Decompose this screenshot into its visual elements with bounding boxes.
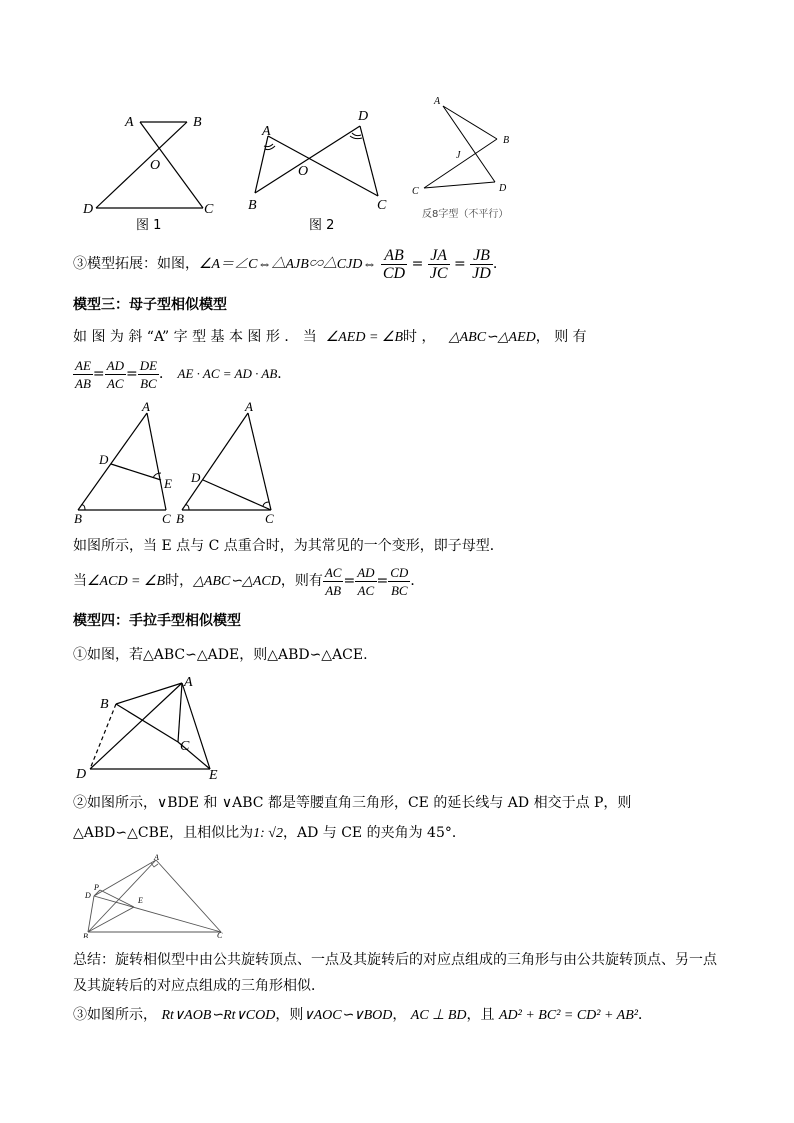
period: ． — [277, 366, 292, 382]
figure-2-butterfly — [240, 105, 405, 235]
figure-model-3-b — [173, 398, 293, 528]
angle-text: ，AD 与 CE 的夹角为 45°． — [282, 825, 466, 841]
label-A: A — [245, 399, 253, 414]
label-E: E — [164, 476, 172, 491]
item-3-prefix: ③如图所示， — [73, 1007, 157, 1023]
perpendicular-statement: AC ⊥ BD — [410, 1008, 467, 1023]
label-A: A — [154, 853, 159, 862]
text-time: 时， — [165, 573, 194, 589]
model-4-item-2-line-1: ②如图所示，∨BDE 和 ∨ABC 都是等腰直角三角形，CE 的延长线与 AD 相交于点 P，则 — [73, 795, 632, 811]
similarity-conclusion: ∨AOC∽∨BOD — [303, 1008, 393, 1023]
fraction-ab-cd: $\frac{AB}{CD}$ — [382, 246, 406, 282]
rt-similarity: Rt∨AOB∽Rt∨COD — [161, 1008, 276, 1023]
model-3-variant-text: 如图所示，当 E 点与 C 点重合时，为其常见的一个变形，即子母型． — [73, 538, 504, 554]
period: ． — [410, 573, 425, 589]
model-3-text-a: 如 图 为 斜 “A” 字 型 基 本 图 形 ． 当 — [73, 329, 317, 345]
label-B: B — [83, 932, 88, 938]
square-equation: AD² + BC² = CD² + AB² — [499, 1008, 638, 1023]
label-C: C — [180, 739, 190, 754]
label-C: C — [265, 511, 274, 526]
label-D: D — [358, 109, 369, 124]
model-3-text-c: ， 则 有 — [535, 329, 587, 345]
model-3-variant-condition — [73, 561, 424, 602]
fraction-ad-ac: $\frac{AD}{AC}$ — [106, 357, 124, 391]
label-E: E — [138, 896, 143, 905]
equals-sign: = — [125, 366, 138, 382]
label-C: C — [204, 202, 214, 217]
label-C: C — [217, 931, 223, 938]
label-B: B — [100, 697, 109, 712]
label-D: D — [499, 183, 507, 194]
fraction-ae-ab: $\frac{AE}{AB}$ — [75, 357, 91, 391]
figure-model-4-a — [70, 668, 230, 786]
label-E: E — [209, 768, 218, 783]
comma: ， — [392, 1007, 407, 1023]
label-A: A — [142, 399, 150, 414]
label-O: O — [150, 158, 161, 173]
angle-condition: ∠AED = ∠B — [325, 330, 404, 345]
label-A: A — [434, 96, 441, 107]
equals-sign: = — [92, 366, 105, 382]
figure-1-hourglass — [70, 105, 230, 235]
label-O: O — [298, 164, 309, 179]
fraction-ad-ac: $\frac{AD}{AC}$ — [357, 564, 375, 598]
item-3-and: ，且 — [466, 1007, 495, 1023]
label-C: C — [377, 198, 387, 213]
label-B: B — [176, 511, 184, 526]
summary-line-1: 总结：旋转相似型中由公共旋转顶点、一点及其旋转后的对应点组成的三角形与由公共旋转顶点、另一点 — [73, 952, 717, 968]
label-D: D — [83, 202, 94, 217]
model-3-text-b: 时 ， — [403, 329, 436, 345]
similarity-ratio: 1: √2 — [253, 826, 283, 841]
fraction-jb-jd: $\frac{JB}{JD}$ — [472, 246, 491, 282]
fraction-cd-bc: $\frac{CD}{BC}$ — [390, 564, 409, 598]
fraction-de-bc: $\frac{DE}{BC}$ — [139, 357, 158, 391]
text-when: 当 — [73, 573, 87, 589]
model-4-item-1: ①如图，若△ABC∽△ADE，则△ABD∽△ACE. — [73, 647, 368, 663]
label-A: A — [125, 115, 134, 130]
model-4-item-2-line-2 — [73, 823, 466, 844]
figure-1-caption: 图 1 — [136, 218, 162, 233]
equals-sign: = — [411, 256, 424, 272]
label-A: A — [262, 124, 271, 139]
extension-prefix: ③模型拓展：如图， — [73, 256, 199, 272]
label-C: C — [412, 186, 419, 197]
equals-sign: = — [376, 573, 389, 589]
section-heading-model-4: 模型四：手拉手型相似模型 — [73, 613, 241, 629]
model-extension-line — [73, 244, 497, 285]
label-C: C — [162, 511, 171, 526]
label-D: D — [76, 767, 87, 782]
similarity-text: △ABD∽△CBE，且相似比为 — [73, 825, 254, 841]
similarity-statement: △ABC∽△ACD — [193, 574, 281, 589]
section-heading-model-3: 模型三：母子型相似模型 — [73, 297, 227, 313]
item-3-then: ，则 — [275, 1007, 304, 1023]
product-equation: AE · AC = AD · AB — [177, 366, 278, 381]
text-then: ，则有 — [280, 573, 323, 589]
figure-3-reverse-8 — [410, 92, 535, 227]
model-4-item-3 — [73, 1005, 652, 1026]
figure-model-4-b — [80, 852, 230, 938]
label-B: B — [193, 115, 202, 130]
label-B: B — [74, 511, 82, 526]
label-D: D — [85, 891, 91, 900]
equals-sign: = — [343, 573, 356, 589]
label-B: B — [248, 198, 257, 213]
label-A: A — [184, 675, 193, 690]
similarity-statement: △ABC∽△AED — [448, 330, 536, 345]
extension-expr: ∠A＝∠C⇔△AJB∽△CJD⇔ — [199, 257, 377, 272]
equals-sign: = — [453, 256, 466, 272]
fraction-ac-ab: $\frac{AC}{AB}$ — [324, 564, 342, 598]
fraction-ja-jc: $\frac{JA}{JC}$ — [429, 246, 448, 282]
summary-line-2: 及其旋转后的对应点组成的三角形相似． — [73, 978, 325, 994]
figure-model-3-a — [68, 398, 188, 528]
label-D: D — [99, 452, 109, 467]
label-D: D — [191, 470, 201, 485]
label-P: P — [94, 883, 99, 892]
label-B: B — [503, 135, 510, 146]
figure-2-caption: 图 2 — [309, 218, 335, 233]
angle-condition: ∠ACD = ∠B — [87, 574, 166, 589]
figure-3-caption: 反8字型（不平行） — [422, 209, 509, 220]
label-J: J — [456, 150, 461, 161]
period: ． — [637, 1007, 652, 1023]
model-3-line-2 — [73, 354, 291, 394]
period: ． — [159, 366, 174, 382]
period: . — [492, 256, 498, 272]
model-3-line-1 — [73, 327, 723, 348]
